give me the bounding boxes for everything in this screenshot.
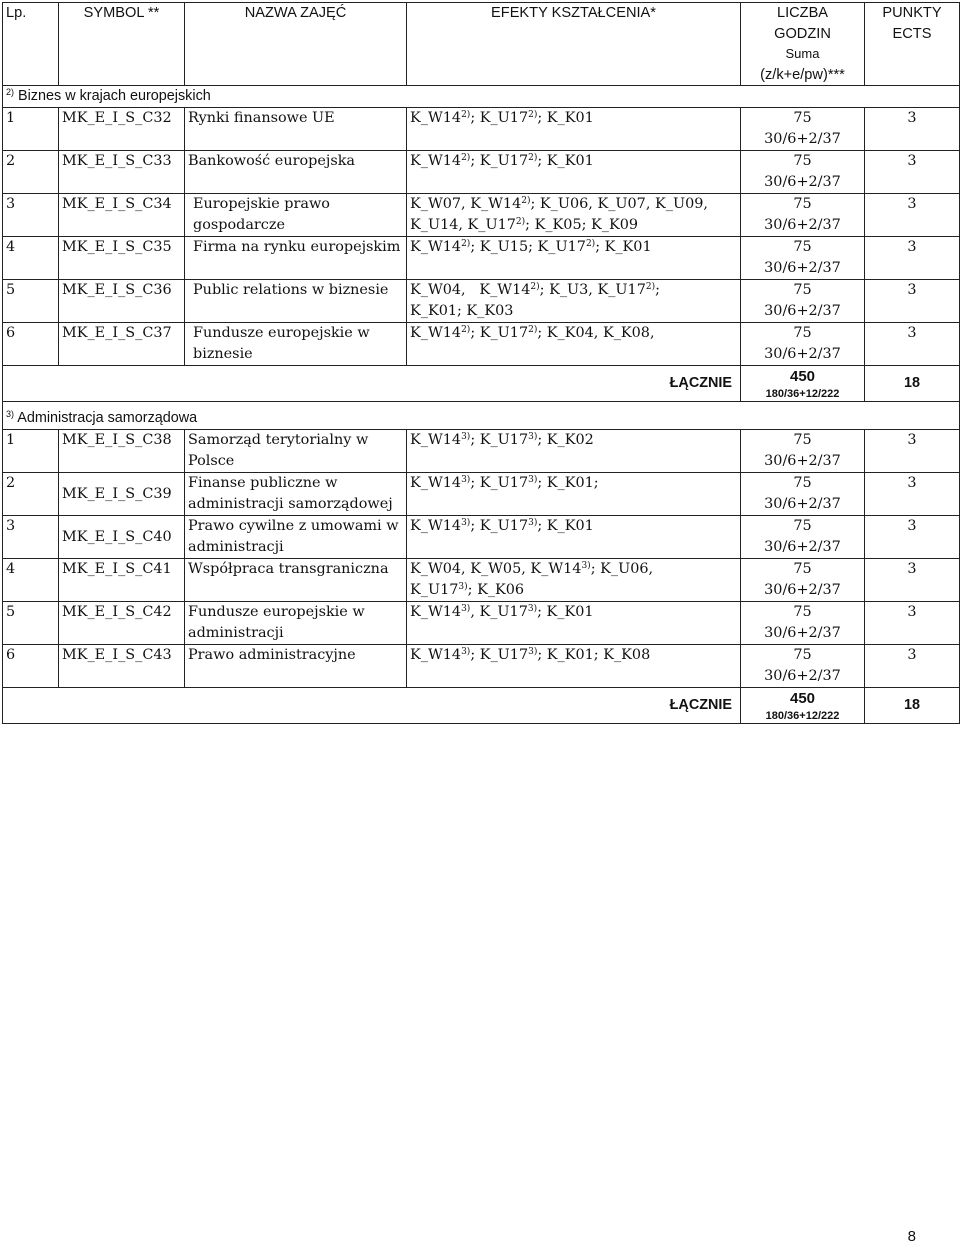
- row-ects: 3: [865, 473, 960, 516]
- row-hours: 75 30/6+2/37: [741, 237, 865, 280]
- table-row: [3, 516, 960, 559]
- row-name: Samorząd terytorialny w Polsce: [185, 430, 407, 473]
- row-symbol: MK_E_I_S_C42: [59, 602, 185, 645]
- row-lp: 1: [3, 430, 59, 473]
- row-lp: 2: [3, 473, 59, 516]
- table-row: [3, 151, 960, 194]
- row-hours: 75 30/6+2/37: [741, 151, 865, 194]
- table-row: [3, 280, 960, 323]
- section-total-ects: 18: [865, 688, 960, 724]
- row-effects: K_W14$^{2)}$; K_U17$^{2)}$; K_K01: [407, 108, 741, 151]
- row-ects: 3: [865, 323, 960, 366]
- row-name: Fundusze europejskie w biznesie: [185, 323, 407, 366]
- table-row: [3, 602, 960, 645]
- row-symbol: MK_E_I_S_C33: [59, 151, 185, 194]
- row-ects: 3: [865, 559, 960, 602]
- row-ects: 3: [865, 430, 960, 473]
- header-ects-l1: PUNKTY: [882, 5, 942, 21]
- row-effects: K_W14$^{3)}$; K_U17$^{3)}$; K_K01; K_K08: [407, 645, 741, 688]
- page-number: 8: [907, 1228, 916, 1245]
- row-effects: K_W14$^{3)}$, K_U17$^{3)}$; K_K01: [407, 602, 741, 645]
- row-lp: 2: [3, 151, 59, 194]
- row-ects: 3: [865, 602, 960, 645]
- section-total-row: [3, 688, 960, 724]
- row-hours: 75 30/6+2/37: [741, 280, 865, 323]
- table-row: [3, 645, 960, 688]
- header-lp: Lp.: [3, 3, 59, 86]
- header-hours-l2: GODZIN: [774, 25, 831, 42]
- header-effects: EFEKTY KSZTAŁCENIA*: [407, 3, 741, 86]
- row-ects: 3: [865, 237, 960, 280]
- row-name: Fundusze europejskie w administracji: [185, 602, 407, 645]
- row-symbol: MK_E_I_S_C32: [59, 108, 185, 151]
- row-symbol: MK_E_I_S_C37: [59, 323, 185, 366]
- section-total-label: ŁĄCZNIE: [3, 688, 741, 724]
- row-ects: 3: [865, 151, 960, 194]
- section-total-hours: 450 180/36+12/222: [741, 688, 865, 724]
- row-hours: 75 30/6+2/37: [741, 473, 865, 516]
- table-row: [3, 473, 960, 516]
- row-symbol: MK_E_I_S_C43: [59, 645, 185, 688]
- header-symbol: SYMBOL **: [59, 3, 185, 86]
- row-name: Prawo administracyjne: [185, 645, 407, 688]
- row-effects: K_W04, K_W14$^{2)}$; K_U3, K_U17$^{2)}$; K_K01; K_K03: [407, 280, 741, 323]
- header-ects-l2: ECTS: [892, 25, 932, 42]
- row-hours: 75 30/6+2/37: [741, 108, 865, 151]
- row-symbol: MK_E_I_S_C41: [59, 559, 185, 602]
- row-ects: 3: [865, 645, 960, 688]
- row-lp: 4: [3, 237, 59, 280]
- row-hours: 75 30/6+2/37: [741, 602, 865, 645]
- row-name: Firma na rynku europejskim: [185, 237, 407, 280]
- row-effects: K_W14$^{2)}$; K_U17$^{2)}$; K_K04, K_K08,: [407, 323, 741, 366]
- section-total-ects: 18: [865, 366, 960, 402]
- row-hours: 75 30/6+2/37: [741, 516, 865, 559]
- row-hours: 75 30/6+2/37: [741, 323, 865, 366]
- row-effects: K_W07, K_W14$^{2)}$; K_U06, K_U07, K_U09, K_U14, K_U17$^{2)}$; K_K05; K_K09: [407, 194, 741, 237]
- table-row: [3, 323, 960, 366]
- header-hours: [741, 3, 865, 86]
- row-effects: K_W14$^{2)}$; K_U17$^{2)}$; K_K01: [407, 151, 741, 194]
- row-hours: 75 30/6+2/37: [741, 645, 865, 688]
- row-symbol: MK_E_I_S_C36: [59, 280, 185, 323]
- row-lp: 6: [3, 645, 59, 688]
- row-name: Europejskie prawo gospodarcze: [185, 194, 407, 237]
- row-hours: 75 30/6+2/37: [741, 194, 865, 237]
- table-row: [3, 237, 960, 280]
- section-heading-row: [3, 402, 960, 430]
- table-header-row: [3, 3, 960, 86]
- row-name: Bankowość europejska: [185, 151, 407, 194]
- header-name: NAZWA ZAJĘĆ: [185, 3, 407, 86]
- table-row: [3, 108, 960, 151]
- row-effects: K_W14$^{2)}$; K_U15; K_U17$^{2)}$; K_K01: [407, 237, 741, 280]
- row-hours: 75 30/6+2/37: [741, 559, 865, 602]
- row-name: Rynki finansowe UE: [185, 108, 407, 151]
- row-name: Finanse publiczne w administracji samorządowej: [185, 473, 407, 516]
- row-lp: 1: [3, 108, 59, 151]
- header-hours-l1: LICZBA: [776, 5, 829, 21]
- section-title: $^{3)}$ Administracja samorządowa: [3, 402, 960, 430]
- row-symbol: MK_E_I_S_C35: [59, 237, 185, 280]
- row-lp: 4: [3, 559, 59, 602]
- row-hours: 75 30/6+2/37: [741, 430, 865, 473]
- row-effects: K_W14$^{3)}$; K_U17$^{3)}$; K_K01;: [407, 473, 741, 516]
- section-total-row: [3, 366, 960, 402]
- row-lp: 3: [3, 516, 59, 559]
- row-name: Prawo cywilne z umowami w administracji: [185, 516, 407, 559]
- row-lp: 5: [3, 280, 59, 323]
- curriculum-table: [2, 2, 960, 724]
- row-symbol: MK_E_I_S_C38: [59, 430, 185, 473]
- header-hours-l4: (z/k+e/pw)***: [760, 66, 845, 83]
- row-symbol: MK_E_I_S_C40: [59, 516, 185, 559]
- header-ects: [865, 3, 960, 86]
- row-lp: 3: [3, 194, 59, 237]
- section-heading-row: [3, 86, 960, 108]
- row-effects: K_W04, K_W05, K_W14$^{3)}$; K_U06, K_U17$^{3)}$; K_K06: [407, 559, 741, 602]
- row-effects: K_W14$^{3)}$; K_U17$^{3)}$; K_K02: [407, 430, 741, 473]
- row-name: Public relations w biznesie: [185, 280, 407, 323]
- row-symbol: MK_E_I_S_C34: [59, 194, 185, 237]
- row-ects: 3: [865, 108, 960, 151]
- row-ects: 3: [865, 516, 960, 559]
- row-ects: 3: [865, 194, 960, 237]
- section-title: $^{2)}$ Biznes w krajach europejskich: [3, 86, 960, 108]
- table-row: [3, 194, 960, 237]
- row-name: Współpraca transgraniczna: [185, 559, 407, 602]
- row-effects: K_W14$^{3)}$; K_U17$^{3)}$; K_K01: [407, 516, 741, 559]
- row-lp: 5: [3, 602, 59, 645]
- row-symbol: MK_E_I_S_C39: [59, 473, 185, 516]
- table-row: [3, 430, 960, 473]
- section-total-hours: 450 180/36+12/222: [741, 366, 865, 402]
- section-total-label: ŁĄCZNIE: [3, 366, 741, 402]
- header-hours-l3: Suma: [785, 46, 820, 61]
- row-lp: 6: [3, 323, 59, 366]
- table-row: [3, 559, 960, 602]
- row-ects: 3: [865, 280, 960, 323]
